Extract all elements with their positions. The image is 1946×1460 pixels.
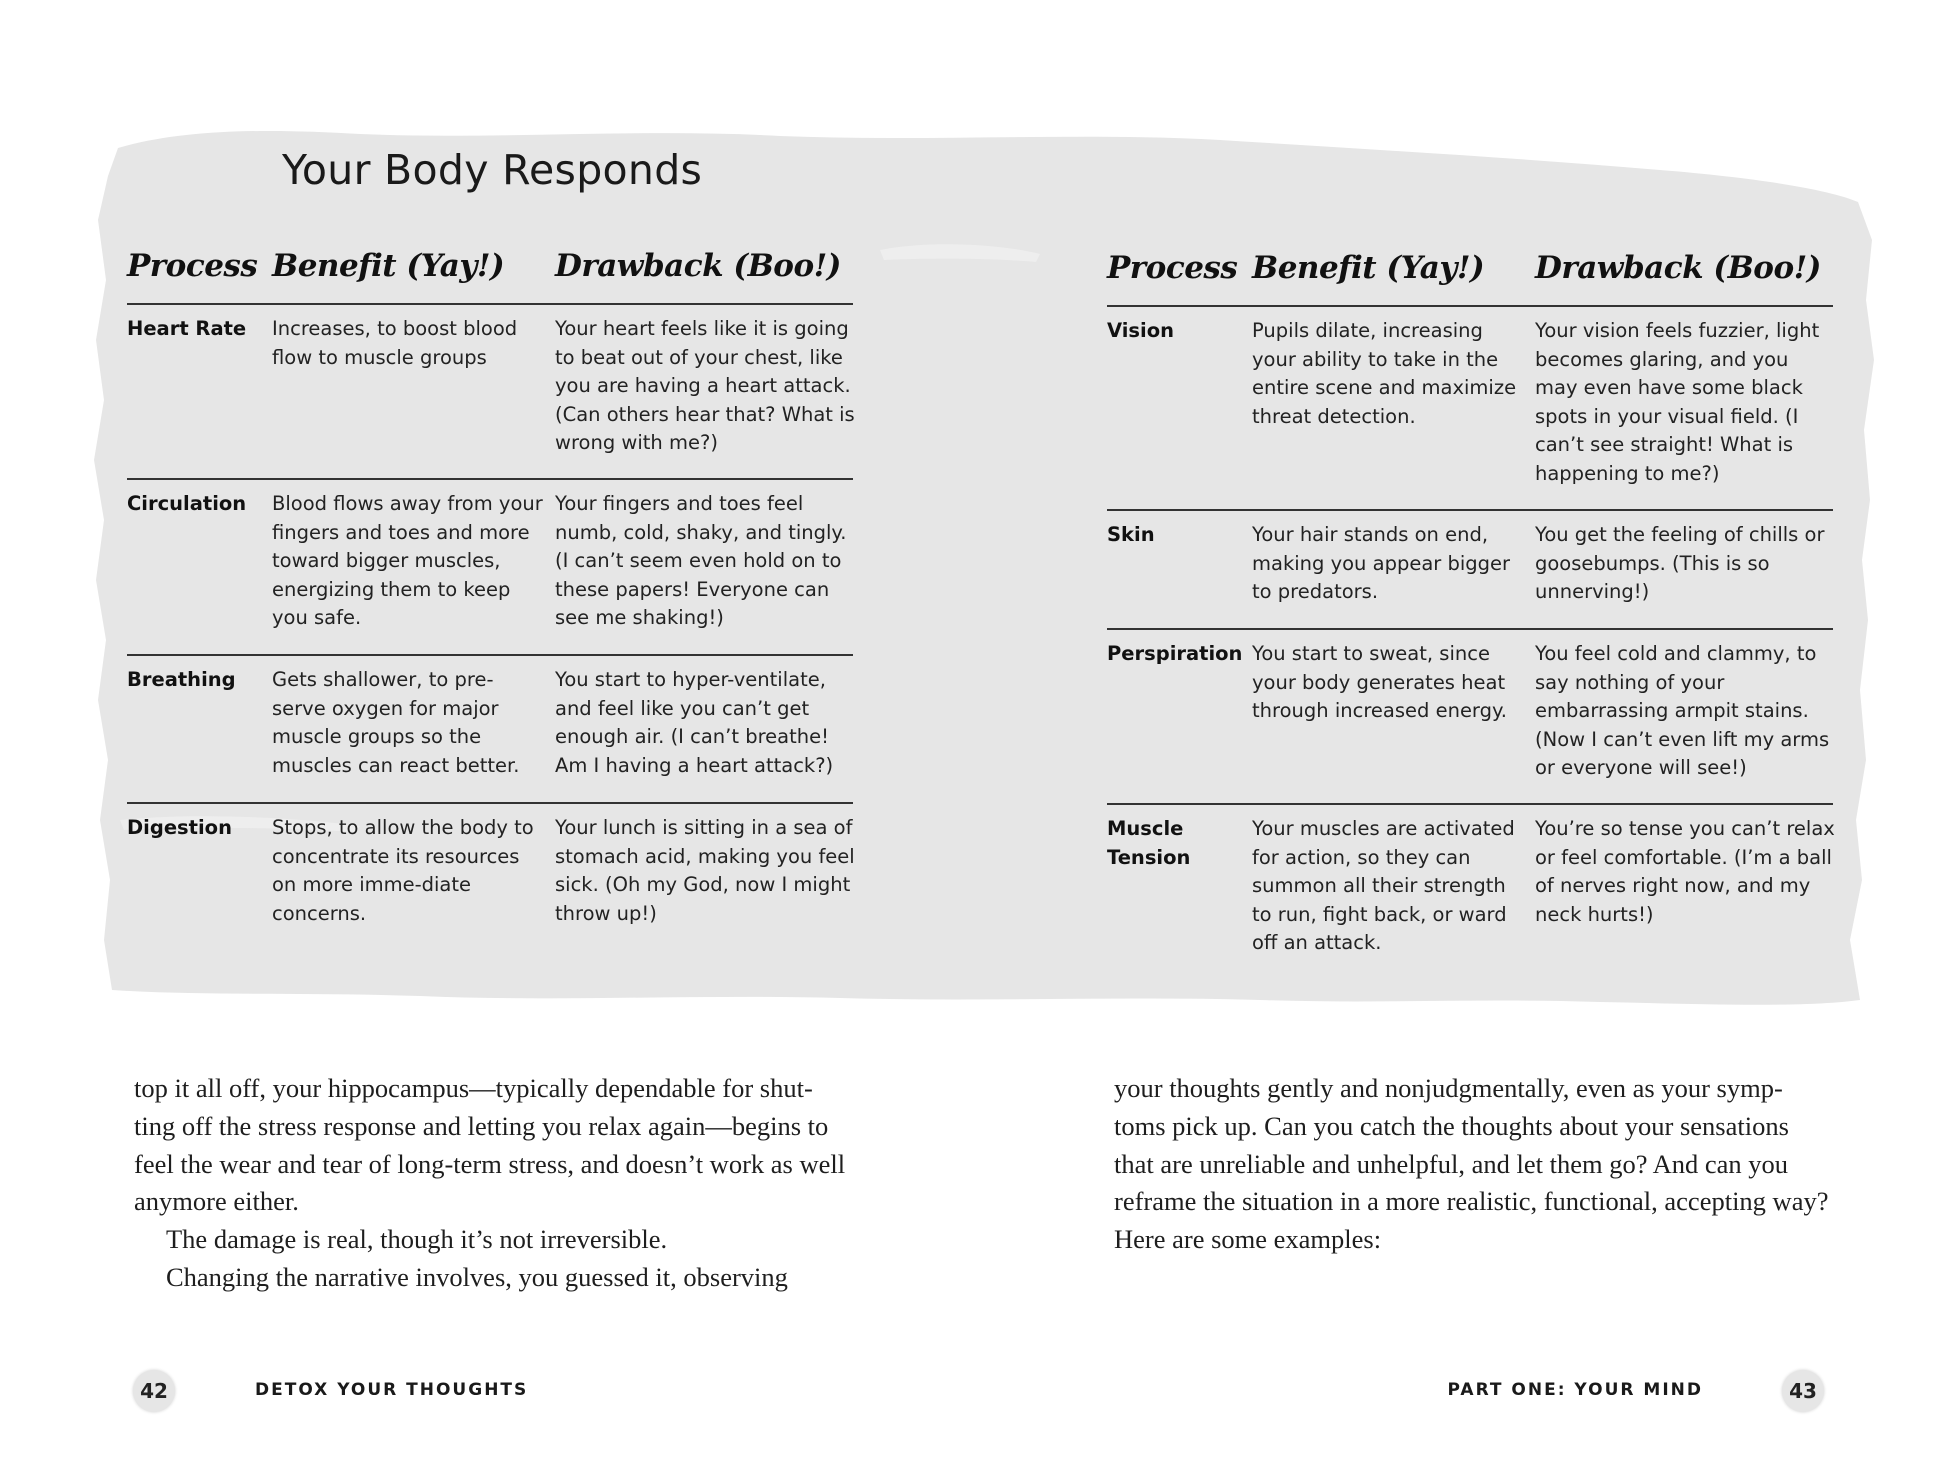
- table-left: [127, 244, 853, 944]
- body-text-right: [1114, 1070, 1834, 1259]
- running-head-left: DETOX YOUR THOUGHTS: [255, 1380, 529, 1400]
- process-cell: Digestion: [127, 816, 232, 839]
- process-cell: Muscle Tension: [1107, 817, 1191, 869]
- table-header: [127, 244, 853, 305]
- process-cell: Skin: [1107, 523, 1155, 546]
- benefit-cell: Stops, to allow the body to concentrate its resources on more imme-diate concerns.: [272, 816, 534, 925]
- drawback-cell: You get the feeling of chills or goosebumps. (This is so unnerving!): [1535, 523, 1825, 604]
- drawback-cell: Your fingers and toes feel numb, cold, shaky, and tingly. (I can’t seem even hold on to these papers! Everyone can see me shaking!): [555, 492, 847, 630]
- drawback-cell: You feel cold and clammy, to say nothing of your embarrassing armpit stains. (Now I can’t even lift my arms or everyone will see!): [1535, 642, 1830, 780]
- table-right: [1107, 246, 1833, 965]
- drawback-cell: Your vision feels fuzzier, light becomes glaring, and you may even have some black spots in your visual field. (I can’t see straight! What is happening to me?): [1535, 319, 1820, 485]
- table-row: [127, 804, 853, 944]
- page-title: Your Body Responds: [282, 146, 703, 194]
- benefit-cell: Increases, to boost blood flow to muscle groups: [272, 317, 518, 369]
- header-process: Process: [127, 248, 258, 284]
- benefit-cell: You start to sweat, since your body generates heat through increased energy.: [1252, 642, 1507, 723]
- benefit-cell: Pupils dilate, increasing your ability to take in the entire scene and maximize threat detection.: [1252, 319, 1517, 428]
- drawback-cell: Your lunch is sitting in a sea of stomach acid, making you feel sick. (Oh my God, now I might throw up!): [555, 816, 855, 925]
- running-head-right: PART ONE: YOUR MIND: [1447, 1380, 1703, 1400]
- header-process: Process: [1107, 250, 1238, 286]
- header-drawback: Drawback (Boo!): [555, 248, 841, 284]
- table-row: [127, 305, 853, 480]
- table-row: [1107, 630, 1833, 805]
- process-cell: Heart Rate: [127, 317, 247, 340]
- header-drawback: Drawback (Boo!): [1535, 250, 1821, 286]
- header-benefit: Benefit (Yay!): [272, 248, 505, 284]
- drawback-cell: You’re so tense you can’t relax or feel comfortable. (I’m a ball of nerves right now, and my neck hurts!): [1535, 817, 1835, 926]
- table-row: [127, 480, 853, 656]
- drawback-cell: You start to hyper-ventilate, and feel like you can’t get enough air. (I can’t breathe! Am I having a heart attack?): [555, 668, 834, 777]
- table-row: [1107, 307, 1833, 511]
- body-paragraph: your thoughts gently and nonjudgmentally, even as your symp-toms pick up. Can you catch the thoughts about your sensations that are unreliable and unhelpful, and let them go? And can you reframe the situation in a more realistic, functional, accepting way? Here are some examples:: [1114, 1073, 1829, 1255]
- page-number-left: 42: [133, 1370, 175, 1412]
- page-number-right: 43: [1782, 1370, 1824, 1412]
- table-row: [127, 656, 853, 804]
- drawback-cell: Your heart feels like it is going to beat out of your chest, like you are having a heart attack. (Can others hear that? What is wrong with me?): [555, 317, 855, 455]
- table-row: [1107, 511, 1833, 630]
- body-text-left: [134, 1070, 854, 1297]
- body-paragraph: top it all off, your hippocampus—typically dependable for shut-ting off the stress response and letting you relax again—begins to feel the wear and tear of long-term stress, and doesn’t work as well anymore either.: [134, 1073, 846, 1217]
- body-paragraph: The damage is real, though it’s not irreversible.: [166, 1224, 668, 1255]
- benefit-cell: Your muscles are activated for action, so they can summon all their strength to run, fight back, or ward off an attack.: [1252, 817, 1515, 955]
- table-header: [1107, 246, 1833, 307]
- body-paragraph: Changing the narrative involves, you guessed it, observing: [166, 1261, 788, 1292]
- process-cell: Vision: [1107, 319, 1175, 342]
- process-cell: Perspiration: [1107, 642, 1243, 665]
- benefit-cell: Blood flows away from your fingers and toes and more toward bigger muscles, energizing them to keep you safe.: [272, 492, 543, 630]
- header-benefit: Benefit (Yay!): [1252, 250, 1485, 286]
- benefit-cell: Gets shallower, to pre-serve oxygen for major muscle groups so the muscles can react better.: [272, 668, 520, 777]
- table-row: [1107, 805, 1833, 965]
- process-cell: Breathing: [127, 668, 236, 691]
- benefit-cell: Your hair stands on end, making you appear bigger to predators.: [1252, 523, 1511, 604]
- process-cell: Circulation: [127, 492, 247, 515]
